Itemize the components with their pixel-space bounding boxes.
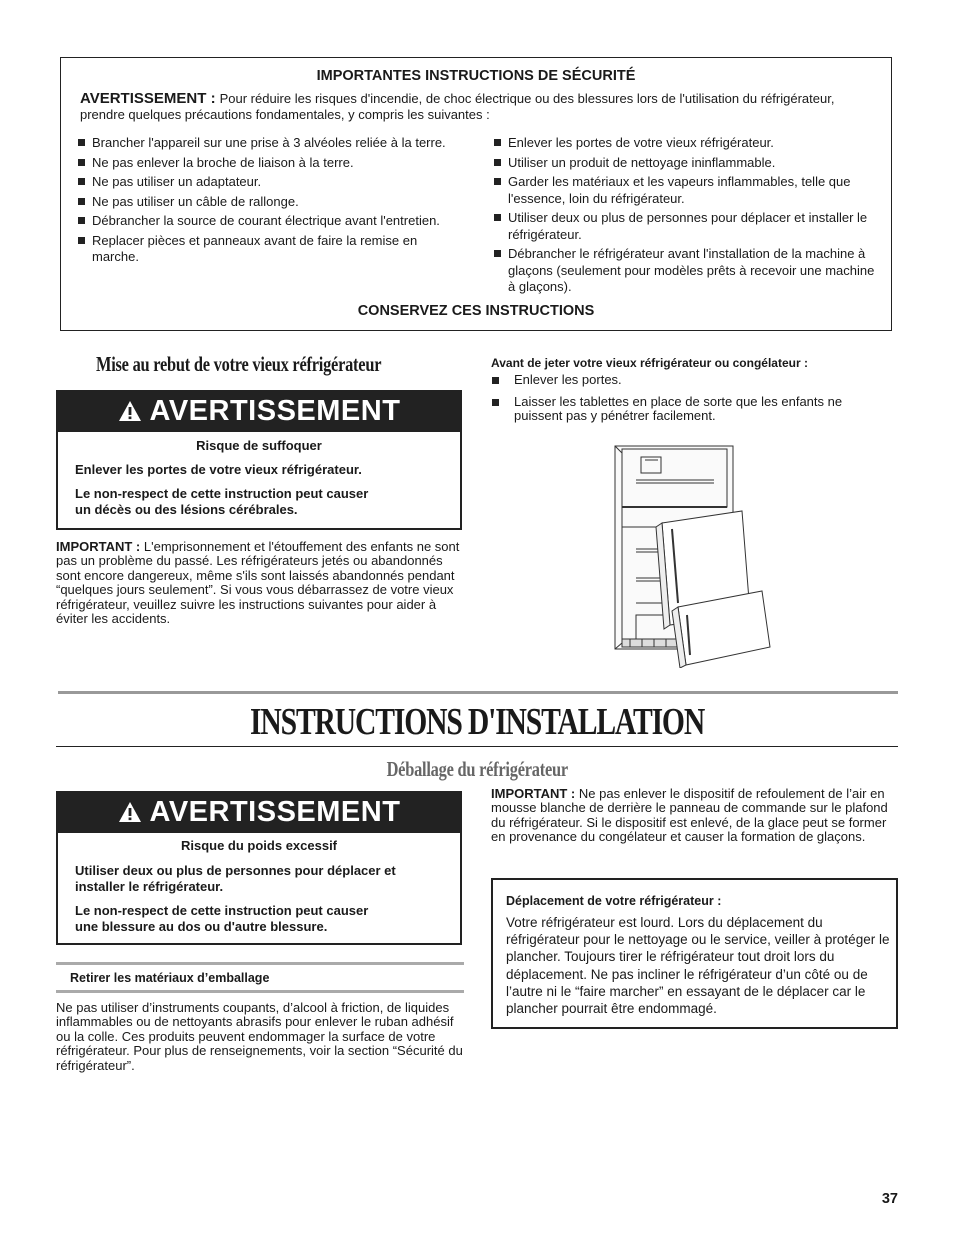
warning-consequence-2: une blessure au dos ou d'autre blessure. — [75, 919, 328, 934]
warning-consequence-1: Le non-respect de cette instruction peut causer — [75, 903, 369, 918]
page-number: 37 — [881, 1191, 898, 1207]
packing-text: Ne pas utiliser d’instruments coupants, d’alcool à friction, de liquides inflammables ou de nettoyants abrasifs pour enlever le ruban adhésif ou la colle. Ces produits peuvent endommager la surface de votre réfrigérateur. Pour plus de renseignements, voir la section “Sécurité du réfrigérateur”. — [56, 1000, 463, 1073]
list-item: Utiliser un produit de nettoyage ininflammable. — [493, 155, 883, 172]
list-item: Enlever les portes. — [491, 373, 881, 388]
important-text: Ne pas enlever le dispositif de refoulement de l’air en mousse blanche de derrière le panneau de commande sur le plafond du réfrigérateur. Si le dispositif est enlevé, de la glace peut se former en provenance du congélateur et causer la formation de glaçons. — [491, 786, 888, 845]
safety-warning-text: Pour réduire les risques d'incendie, de choc électrique ou des blessures lors de l'utilisation du réfrigérateur, prendre quelques précautions fondamentales, y compris les suivantes : — [80, 91, 835, 122]
fridge-doors-removed-illustration — [612, 443, 772, 668]
safety-list-right — [493, 135, 883, 299]
moving-text: Votre réfrigérateur est lourd. Lors du déplacement du réfrigérateur pour le nettoyage ou le service, veiller à protéger le plancher. Toujours tirer le réfrigérateur tout droit lors du déplacement. Ne pas incliner le réfrigérateur d’un côté ou de l’autre ni le “faire marcher” en essayant de le déplacer car le plancher pourrait être endommagé. — [506, 915, 890, 1017]
important-lead: IMPORTANT : — [56, 539, 141, 554]
safety-intro — [80, 91, 870, 123]
installation-title — [0, 700, 954, 744]
warning-triangle-icon — [118, 801, 142, 823]
list-item: Ne pas utiliser un adaptateur. — [77, 174, 447, 191]
list-item: Brancher l'appareil sur une prise à 3 alvéoles reliée à la terre. — [77, 135, 447, 152]
warning-box-suffocation — [56, 390, 462, 530]
divider — [58, 430, 460, 432]
warning-banner — [58, 793, 460, 831]
disposal-list — [491, 373, 881, 431]
section-divider-bottom — [56, 746, 898, 747]
list-item: Laisser les tablettes en place de sorte que les enfants ne puissent pas y pénétrer facilement. — [491, 395, 881, 424]
warning-banner-label: AVERTISSEMENT — [149, 795, 401, 828]
important-note-foam — [491, 787, 899, 845]
list-item: Utiliser deux ou plus de personnes pour déplacer et installer le réfrigérateur. — [493, 210, 883, 243]
safety-instructions-box — [60, 57, 892, 331]
divider — [58, 831, 460, 833]
list-item: Enlever les portes de votre vieux réfrigérateur. — [493, 135, 883, 152]
safety-title: IMPORTANTES INSTRUCTIONS DE SÉCURITÉ — [316, 68, 636, 84]
packing-heading: Retirer les matériaux d’emballage — [70, 971, 270, 985]
unpack-heading-text: Déballage du réfrigérateur — [386, 757, 568, 781]
packing-divider-bottom — [56, 990, 464, 993]
list-item: Débrancher le réfrigérateur avant l'installation de la machine à glaçons (seulement pour modèles prêts à recevoir une machine à glaçons). — [493, 246, 883, 296]
warning-banner-label: AVERTISSEMENT — [149, 394, 401, 427]
safety-warning-lead: AVERTISSEMENT : — [80, 90, 216, 107]
list-item: Replacer pièces et panneaux avant de faire la remise en marche. — [77, 233, 447, 266]
warning-hazard: Risque de suffoquer — [196, 438, 322, 453]
warning-consequence-2: un décès ou des lésions cérébrales. — [75, 502, 298, 517]
warning-body — [58, 831, 460, 943]
warning-hazard: Risque du poids excessif — [180, 838, 338, 853]
section-divider-top — [58, 691, 898, 694]
list-item: Ne pas utiliser un câble de rallonge. — [77, 194, 447, 211]
important-text: L'emprisonnement et l'étouffement des enfants ne sont pas un problème du passé. Les réfrigérateurs jetés ou abandonnés sont encore dangereux, même s'ils sont laissés abandonnés pendant “quelques jours seulement”. Si vous vous débarrassez de votre vieux réfrigérateur, veuillez suivre les instructions suivantes pour aider à éviter les accidents. — [56, 539, 460, 627]
warning-box-weight — [56, 791, 462, 945]
warning-body — [58, 430, 460, 528]
disposal-before-title: Avant de jeter votre vieux réfrigérateur ou congélateur : — [491, 356, 808, 370]
important-lead: IMPORTANT : — [491, 786, 576, 801]
packing-divider-top — [56, 962, 464, 965]
warning-instruction-2: installer le réfrigérateur. — [75, 879, 224, 894]
safety-footer: CONSERVEZ CES INSTRUCTIONS — [357, 303, 595, 319]
list-item: Ne pas enlever la broche de liaison à la terre. — [77, 155, 447, 172]
installation-title-text: INSTRUCTIONS D'INSTALLATION — [249, 701, 705, 743]
important-note-disposal — [56, 540, 464, 626]
warning-banner — [58, 392, 460, 430]
moving-box — [491, 878, 898, 1029]
warning-triangle-icon — [118, 400, 142, 422]
safety-list-left — [77, 135, 447, 269]
unpack-heading — [0, 757, 954, 782]
disposal-heading: Mise au rebut de votre vieux réfrigérateur — [96, 352, 382, 376]
moving-title: Déplacement de votre réfrigérateur : — [506, 894, 722, 908]
list-item: Débrancher la source de courant électrique avant l'entretien. — [77, 213, 447, 230]
warning-instruction: Enlever les portes de votre vieux réfrigérateur. — [75, 462, 362, 477]
list-item: Garder les matériaux et les vapeurs inflammables, telle que l'essence, loin du réfrigérateur. — [493, 174, 883, 207]
warning-instruction-1: Utiliser deux ou plus de personnes pour déplacer et — [75, 863, 396, 878]
warning-consequence-1: Le non-respect de cette instruction peut causer — [75, 486, 369, 501]
